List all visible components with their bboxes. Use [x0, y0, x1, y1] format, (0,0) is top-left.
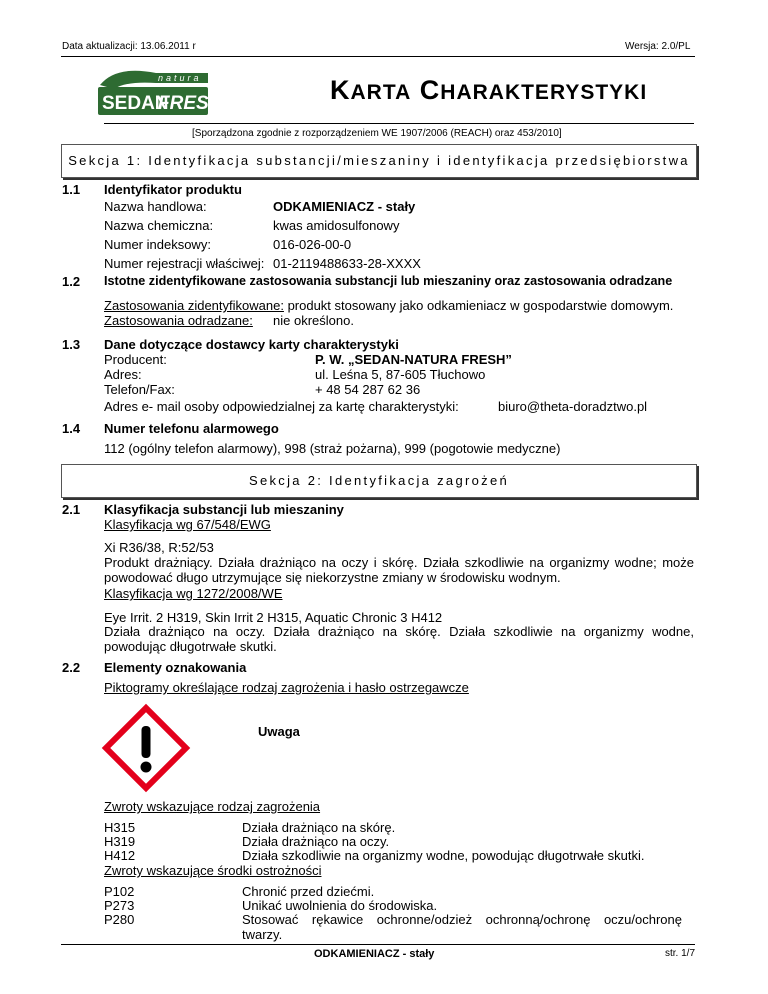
section-1-4-number: 1.4 [62, 421, 81, 436]
precaution-text: Stosować rękawice ochronne/odzież ochronną/ochronę oczu/ochronę twarzy. [242, 912, 682, 942]
emergency-numbers: 112 (ogólny telefon alarmowy), 998 (straż pożarna), 999 (pogotowie medyczne) [104, 441, 561, 456]
email-label: Adres e- mail osoby odpowiedzialnej za kartę charakterystyki: [104, 399, 459, 414]
pictograms-label: Piktogramy określające rodzaj zagrożenia i hasło ostrzegawcze [104, 680, 469, 695]
precaution-text: Chronić przed dziećmi. [242, 884, 375, 899]
version: Wersja: 2.0/PL [625, 41, 691, 52]
section-1-4-title: Numer telefonu alarmowego [104, 421, 279, 436]
exclamation-pictogram-icon [104, 706, 188, 790]
hazard-code: H315 [104, 820, 136, 835]
section-2-2-number: 2.2 [62, 660, 81, 675]
hazard-code: H319 [104, 834, 136, 849]
hazard-statements-label: Zwroty wskazujące rodzaj zagrożenia [104, 799, 321, 814]
chemical-name-label: Nazwa chemiczna: [104, 218, 214, 233]
index-number-label: Numer indeksowy: [104, 237, 211, 252]
producer-label: Producent: [104, 352, 167, 367]
classification-67-548-codes: Xi R36/38, R:52/53 [104, 540, 214, 555]
regulation-note: [Sporządzona zgodnie z rozporządzeniem WE 1907/2006 (REACH) oraz 453/2010] [192, 128, 562, 139]
identified-uses: Zastosowania zidentyfikowane: produkt stosowany jako odkamieniacz w gospodarstwie domowym. [104, 298, 674, 313]
registration-label: Numer rejestracji właściwej: [104, 256, 265, 271]
logo-natura: natura [158, 73, 202, 83]
page-number: str. 1/7 [665, 948, 696, 959]
document-title: KARTA CHARAKTERYSTYKI [330, 75, 648, 105]
section-2-2-title: Elementy oznakowania [104, 660, 247, 675]
section-1-3-number: 1.3 [62, 337, 81, 352]
footer-divider [61, 944, 695, 945]
section-1-1-number: 1.1 [62, 182, 81, 197]
update-date: Data aktualizacji: 13.06.2011 r [62, 41, 196, 52]
precaution-text: Unikać uwolnienia do środowiska. [242, 898, 438, 913]
section-2-1-title: Klasyfikacja substancji lub mieszaniny [104, 502, 344, 517]
footer-product: ODKAMIENIACZ - stały [314, 948, 435, 960]
chemical-name-value: kwas amidosulfonowy [273, 218, 400, 233]
address-label: Adres: [104, 367, 142, 382]
phone-value: + 48 54 287 62 36 [315, 382, 421, 397]
precaution-code: P280 [104, 912, 135, 927]
company-logo [96, 63, 223, 119]
section-1-1-title: Identyfikator produktu [104, 182, 242, 197]
index-number-value: 016-026-00-0 [273, 237, 352, 252]
phone-label: Telefon/Fax: [104, 382, 175, 397]
logo-sedan: SEDAN [102, 93, 169, 114]
hazard-text: Działa szkodliwie na organizmy wodne, powodując długotrwałe skutki. [242, 848, 645, 863]
header-divider [61, 56, 695, 57]
producer-value: P. W. „SEDAN-NATURA FRESH” [315, 352, 512, 367]
precaution-code: P273 [104, 898, 135, 913]
section-1-2-title: Istotne zidentyfikowane zastosowania substancji lub mieszaniny oraz zastosowania odradzane [104, 274, 673, 288]
classification-1272-codes: Eye Irrit. 2 H319, Skin Irrit 2 H315, Aquatic Chronic 3 H412 [104, 610, 443, 625]
section-1-3-title: Dane dotyczące dostawcy karty charakterystyki [104, 337, 399, 352]
hazard-text: Działa drażniąco na skórę. [242, 820, 396, 835]
classification-1272-text: Działa drażniąco na oczy. Działa drażniąco na skórę. Działa szkodliwie na organizmy wodne, powodując długotrwałe skutki. [104, 624, 694, 654]
section-1-2-number: 1.2 [62, 274, 81, 289]
section-2-1-number: 2.1 [62, 502, 81, 517]
advised-against-value: nie określono. [273, 313, 354, 328]
title-divider [104, 123, 694, 124]
email-value[interactable]: biuro@theta-doradztwo.pl [498, 399, 648, 414]
signal-word: Uwaga [258, 724, 300, 739]
precaution-code: P102 [104, 884, 135, 899]
classification-67-548-text: Produkt drażniący. Działa drażniąco na oczy i skórę. Działa szkodliwie na organizmy wodne; może powodować długo utrzymujące się niekorzystne zmiany w środowisku wodnym. [104, 555, 694, 585]
trade-name-value: ODKAMIENIACZ - stały [273, 199, 416, 214]
hazard-text: Działa drażniąco na oczy. [242, 834, 390, 849]
trade-name-label: Nazwa handlowa: [104, 199, 207, 214]
hazard-code: H412 [104, 848, 136, 863]
address-value: ul. Leśna 5, 87-605 Tłuchowo [315, 367, 486, 382]
section1-header: Sekcja 1: Identyfikacja substancji/mieszaniny i identyfikacja przedsiębiorstwa [61, 144, 697, 178]
classification-67-548-label: Klasyfikacja wg 67/548/EWG [104, 517, 271, 532]
classification-1272-label: Klasyfikacja wg 1272/2008/WE [104, 586, 283, 601]
section2-header: Sekcja 2: Identyfikacja zagrożeń [61, 464, 697, 498]
logo-fresh: FRESH [158, 93, 223, 114]
advised-against-label: Zastosowania odradzane: [104, 313, 253, 328]
registration-value: 01-2119488633-28-XXXX [273, 256, 421, 271]
precautionary-statements-label: Zwroty wskazujące środki ostrożności [104, 863, 322, 878]
